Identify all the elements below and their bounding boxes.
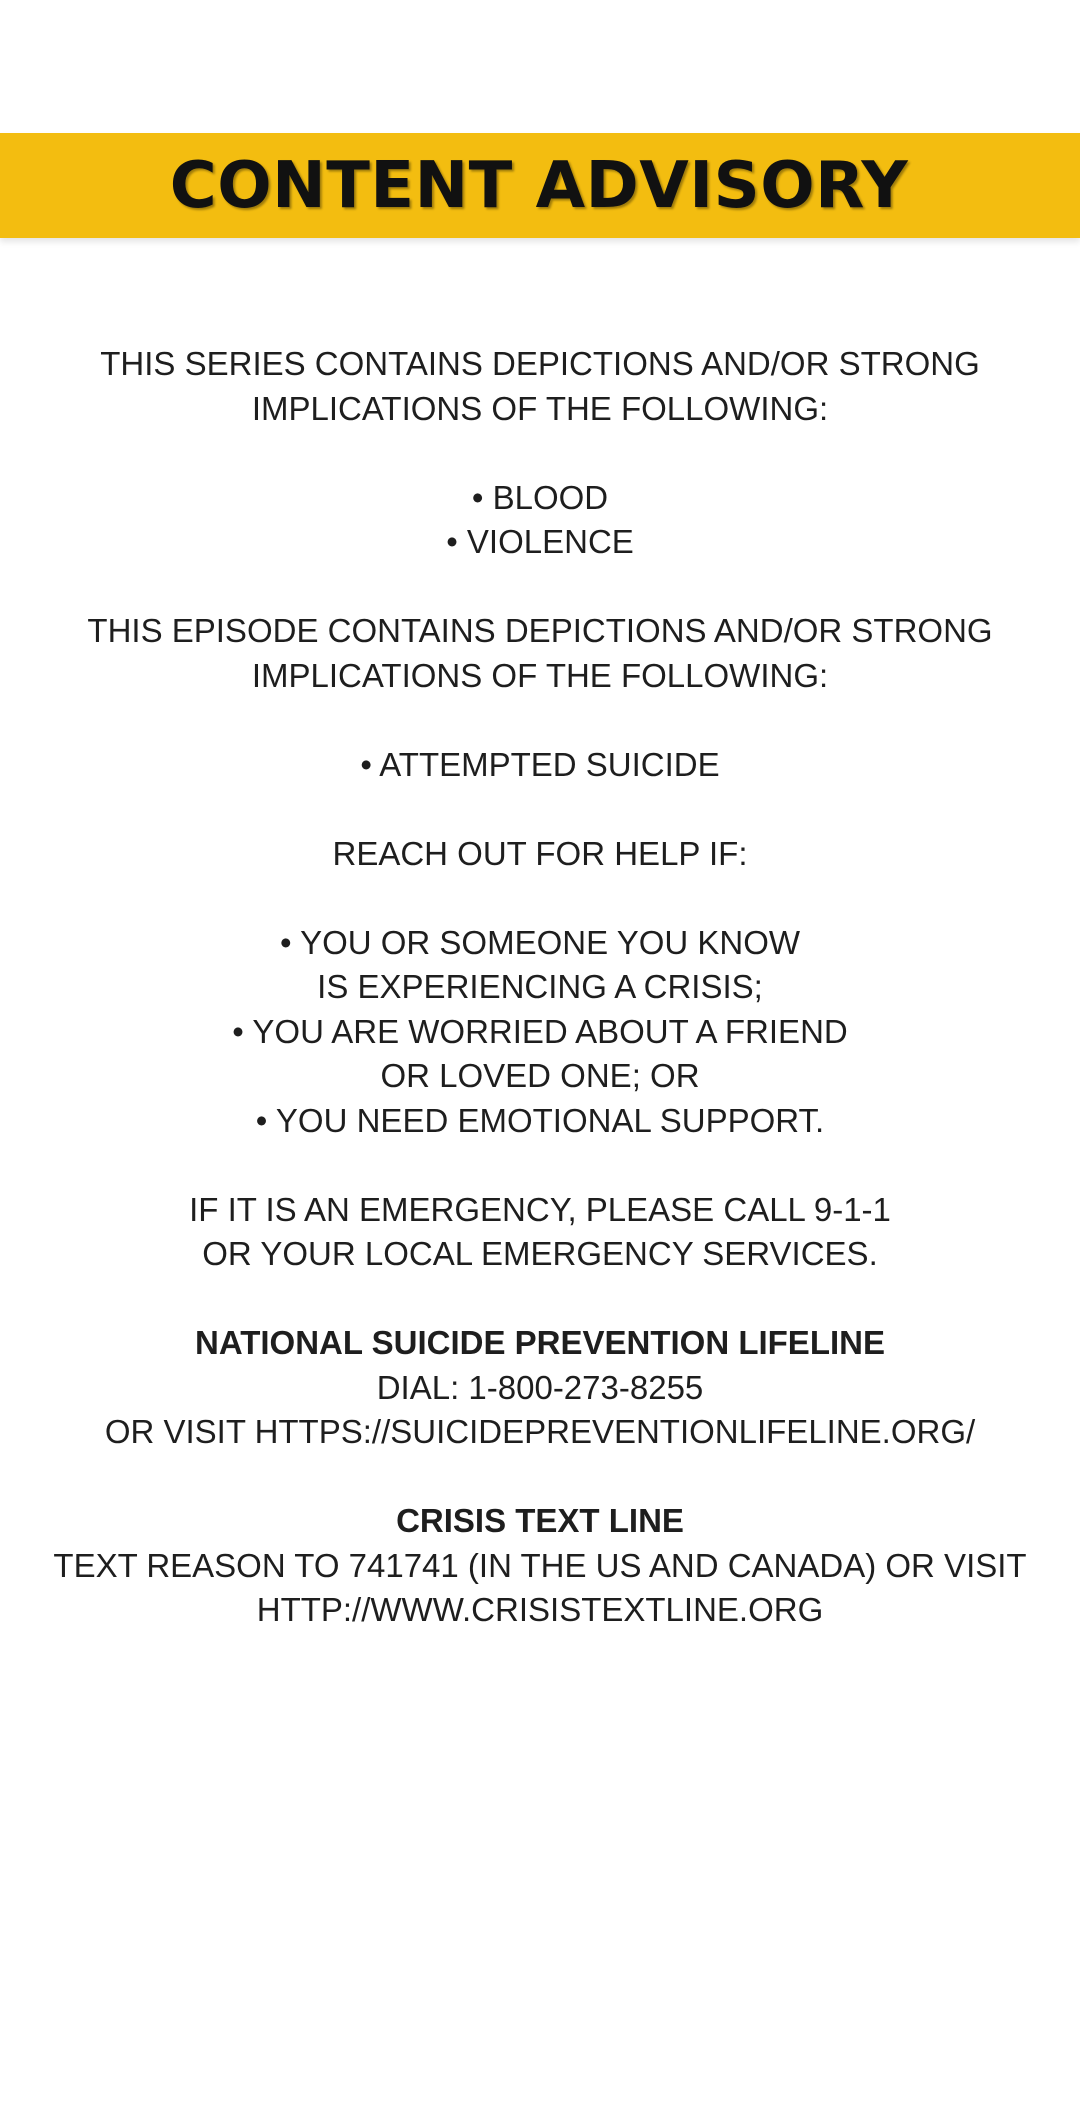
emergency-line: IF IT IS AN EMERGENCY, PLEASE CALL 9-1-1 <box>189 1190 891 1228</box>
text-line-url: HTTP://WWW.CRISISTEXTLINE.ORG <box>256 1591 824 1628</box>
series-intro-line: IMPLICATIONS OF THE FOLLOWING: <box>251 389 829 427</box>
help-item: • YOU NEED EMOTIONAL SUPPORT. <box>255 1101 825 1139</box>
help-item: • YOU OR SOMEONE YOU KNOW <box>279 923 801 961</box>
lifeline-section <box>0 1321 1080 1455</box>
text-line-section <box>0 1499 1080 1633</box>
lifeline-name: NATIONAL SUICIDE PREVENTION LIFELINE <box>195 1324 885 1361</box>
series-item: • BLOOD <box>471 478 609 516</box>
advisory-content <box>0 342 1080 1633</box>
episode-section <box>0 609 1080 787</box>
series-section <box>0 342 1080 565</box>
text-line-name: CRISIS TEXT LINE <box>396 1502 684 1539</box>
episode-intro-line: IMPLICATIONS OF THE FOLLOWING: <box>251 656 829 694</box>
emergency-section <box>0 1188 1080 1277</box>
series-intro-line: THIS SERIES CONTAINS DEPICTIONS AND/OR STRONG <box>100 345 980 382</box>
content-advisory-banner <box>0 133 1080 238</box>
help-section <box>0 832 1080 1144</box>
emergency-line: OR YOUR LOCAL EMERGENCY SERVICES. <box>202 1235 878 1272</box>
help-item: IS EXPERIENCING A CRISIS; <box>317 968 763 1005</box>
series-item: • VIOLENCE <box>446 523 634 560</box>
text-line-instructions: TEXT REASON TO 741741 (IN THE US AND CANADA) OR VISIT <box>53 1546 1027 1584</box>
help-heading: REACH OUT FOR HELP IF: <box>332 834 748 872</box>
help-item: OR LOVED ONE; OR <box>380 1057 700 1094</box>
banner-title: CONTENT ADVISORY <box>169 148 909 223</box>
episode-item: • ATTEMPTED SUICIDE <box>360 745 720 783</box>
episode-intro-line: THIS EPISODE CONTAINS DEPICTIONS AND/OR STRONG <box>87 612 993 649</box>
help-item: • YOU ARE WORRIED ABOUT A FRIEND <box>232 1012 848 1050</box>
lifeline-visit: OR VISIT HTTPS://SUICIDEPREVENTIONLIFELINE.ORG/ <box>104 1413 976 1450</box>
lifeline-dial: DIAL: 1-800-273-8255 <box>376 1368 704 1406</box>
